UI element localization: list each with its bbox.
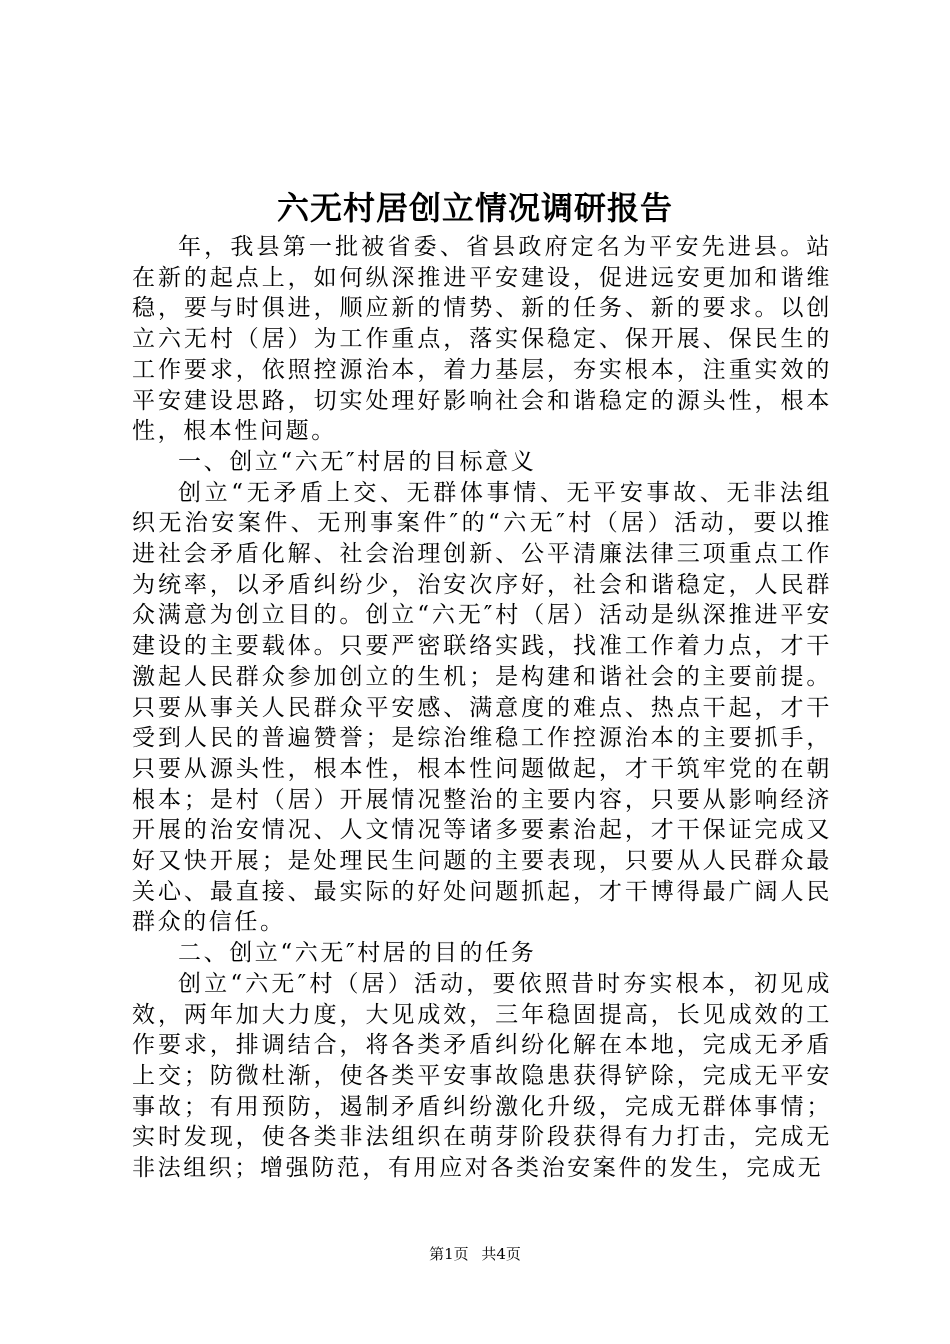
paragraph-intro: 年，我县第一批被省委、省县政府定名为平安先进县。站在新的起点上，如何纵深推进平安建设，促进远安更加和谐维稳，要与时俱进，顺应新的情势、新的任务、新的要求。以创立六无村（居）为工作重点，落实保稳定、保开展、保民生的工作要求，依照控源治本，着力基层，夯实根本，注重实效的平安建设思路，切实处理好影响社会和谐稳定的源头性，根本性，根本性问题。 (132, 234, 832, 445)
page-number: 第1页 (429, 1245, 469, 1263)
document-title: 六无村居创立情况调研报告 (276, 189, 673, 227)
page-total: 共4页 (481, 1245, 521, 1263)
paragraph-section-1: 创立“无矛盾上交、无群体事情、无平安事故、无非法组织无治安案件、无刑事案件″的“六无″村（居）活动，要以推进社会矛盾化解、社会治理创新、公平清廉法律三项重点工作为统率，以矛盾纠纷少，治安次序好，社会和谐稳定，人民群众满意为创立目的。创立“六无″村（居）活动是纵深推进平安建设的主要载体。只要严密联络实践，找准工作着力点，才干激起人民群众参加创立的生机；是构建和谐社会的主要前提。只要从事关人民群众平安感、满意度的难点、热点干起，才干受到人民的普遍赞誉；是综治维稳工作控源治本的主要抓手，只要从源头性，根本性，根本性问题做起，才干筑牢党的在朝根本；是村（居）开展情况整治的主要内容，只要从影响经济开展的治安情况、人文情况等诸多要素治起，才干保证完成又好又快开展；是处理民生问题的主要表现，只要从人民群众最关心、最直接、最实际的好处问题抓起，才干博得最广阔人民群众的信任。 (132, 479, 832, 936)
page-footer (0, 1244, 950, 1264)
section-heading-1: 一、创立“六无″村居的目标意义 (178, 448, 537, 475)
document-body (132, 232, 832, 1184)
paragraph-section-2: 创立“六无″村（居）活动，要依照昔时夯实根本，初见成效，两年加大力度，大见成效，三年稳固提高，长见成效的工作要求，排调结合，将各类矛盾纠纷化解在本地，完成无矛盾上交；防微杜渐，使各类平安事故隐患获得铲除，完成无平安事故；有用预防，遏制矛盾纠纷激化升级，完成无群体事情；实时发现，使各类非法组织在萌芽阶段获得有力打击，完成无非法组织；增强防范，有用应对各类治安案件的发生，完成无 (132, 970, 832, 1182)
section-heading-2: 二、创立“六无″村居的目的任务 (178, 940, 537, 967)
